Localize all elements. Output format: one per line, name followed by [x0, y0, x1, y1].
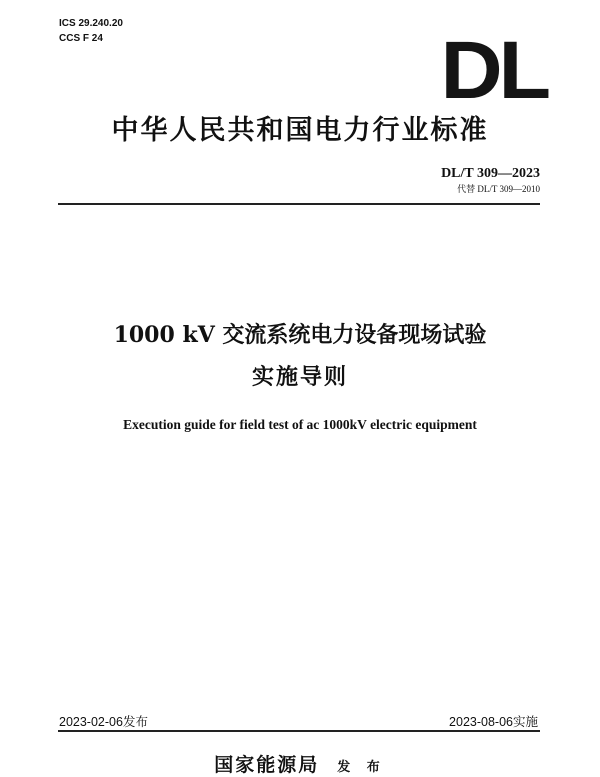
footer-divider	[58, 730, 540, 732]
standard-number-block	[441, 165, 540, 196]
document-title-line1: 1000 kV 交流系统电力设备现场试验	[113, 322, 487, 348]
standard-number: DL/T 309—2023	[441, 166, 540, 181]
industry-standard-title: 中华人民共和国电力行业标准	[111, 115, 489, 146]
implementation-date: 2023-08-06实施	[449, 715, 538, 729]
issue-date: 2023-02-06发布	[59, 715, 148, 729]
document-title-line2: 实施导则	[251, 364, 348, 390]
replaces-standard: 代替 DL/T 309—2010	[457, 184, 540, 194]
classification-codes	[59, 16, 123, 46]
ccs-code: CCS F 24	[59, 33, 103, 44]
publisher	[0, 750, 600, 777]
publish-label: 发 布	[337, 760, 386, 775]
publisher-name: 国家能源局	[214, 754, 320, 776]
english-title: Execution guide for field test of ac 1000kV electric equipment	[123, 417, 477, 432]
ics-code: ICS 29.240.20	[59, 18, 123, 29]
header-divider	[58, 203, 540, 205]
dl-logo: DL	[440, 25, 547, 116]
